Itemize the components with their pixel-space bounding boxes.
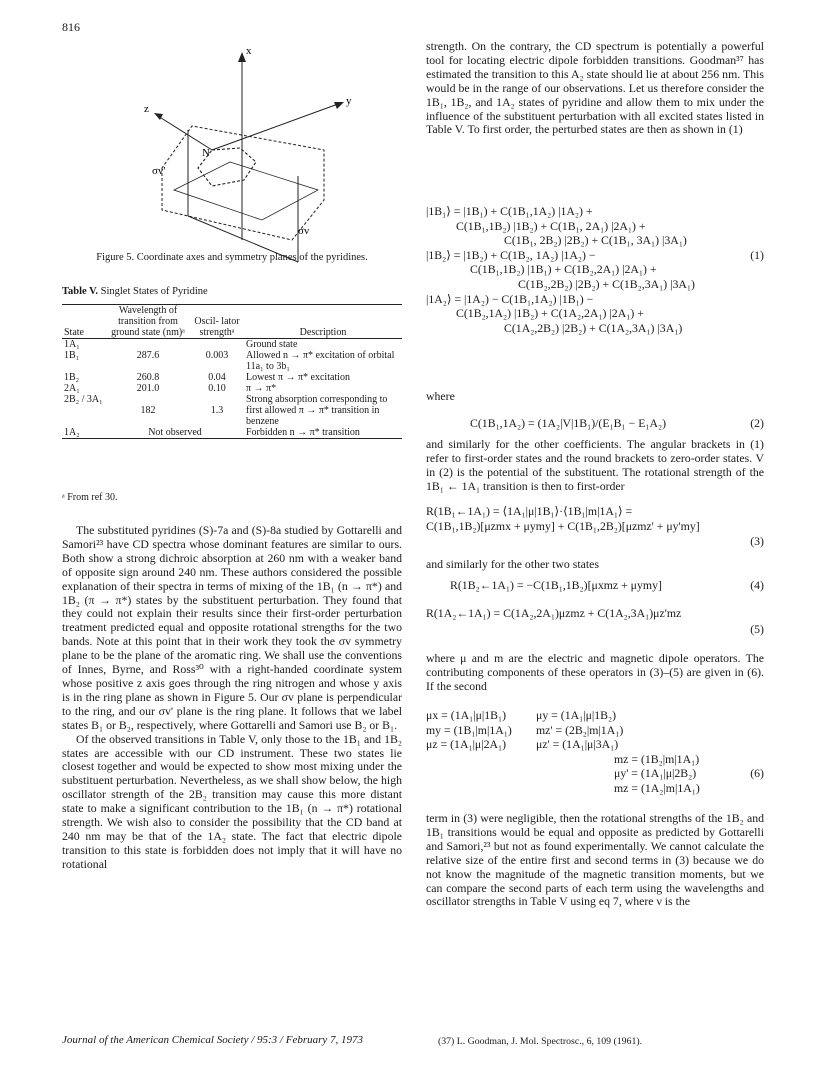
- ring-plane: [174, 162, 318, 220]
- reference-37: (37) L. Goodman, J. Mol. Spectrosc., 6, 109 (1961).: [438, 1036, 643, 1047]
- equation-3: [426, 504, 764, 548]
- table-row: [62, 350, 402, 372]
- eq-line: [426, 723, 764, 738]
- table-row: [62, 394, 402, 427]
- equation-1: [426, 204, 764, 335]
- eq-line: |1B₁⟩ = |1B₁) + C(1B₁,1A₂) |1A₂) +: [426, 204, 593, 218]
- cell-description: π → π*: [246, 383, 277, 394]
- eq-term: μz = (1A₁|μ|2A₁): [426, 737, 507, 752]
- equation-2: [426, 416, 764, 431]
- table-title: [62, 286, 208, 297]
- header-oscillator: Oscil- lator strengthᵃ: [194, 316, 240, 338]
- eq-term: my = (1B₁|m|1A₁): [426, 722, 512, 737]
- eq-line: |1A₂⟩ = |1A₂) − C(1B₁,1A₂) |1B₁) −: [426, 291, 594, 306]
- table-row: [62, 383, 402, 394]
- figure-5-diagram: [62, 40, 402, 280]
- cell-oscillator: 0.04: [208, 372, 226, 383]
- equation-number: (4): [750, 578, 764, 592]
- equation-number: (5): [750, 622, 764, 636]
- z-axis-line: [158, 116, 212, 150]
- eq-line: R(1A₂←1A₁) = C(1A₂,2A₁)μzmz + C(1A₂,3A₁)μz'mz: [426, 606, 682, 620]
- header-state: State: [64, 327, 84, 338]
- header-wavelength: Wavelength of transition from ground state (nm)ᵃ: [111, 305, 185, 338]
- table-header-row: [62, 305, 402, 339]
- cell-wavelength: 287.6: [136, 350, 160, 361]
- paragraph-negligible: [426, 812, 764, 909]
- z-axis-label: z: [144, 103, 149, 115]
- paragraph: term in (3) were negligible, then the rotational strengths of the 1B₂ and 1B₁ transitions would be equal and opposite as predicted by Gottarelli and Samori,²³ but not as found experimentally. We cannot calculate the relative size of the entire first and second terms in (3) because we do not know the magnitude of the magnetic transition moments, but we can compare the second parts of each term using the wavelengths and oscillator strengths in Table V using eq 7, where ν is the: [426, 811, 764, 909]
- cell-state: 2A₁: [64, 383, 80, 394]
- table-footnote: ᵃ From ref 30.: [62, 492, 118, 503]
- eq-line: C(1B₁,1B₂) |1B₂) + C(1B₁, 2A₁) |2A₁) +: [456, 218, 646, 233]
- header-description: Description: [299, 327, 347, 338]
- where-label: where: [426, 389, 455, 403]
- table-row: [62, 427, 402, 439]
- cell-oscillator: 1.3: [210, 405, 224, 416]
- equation-number: (3): [750, 534, 764, 548]
- paragraph-coefficients: [426, 438, 764, 494]
- cell-state: 1A₂: [64, 427, 80, 438]
- sigma-v-label: σv: [298, 225, 310, 237]
- eq-term: mz' = (2B₂|m|1A₁): [536, 722, 624, 737]
- left-body-text: [62, 524, 402, 872]
- cell-wavelength: 201.0: [136, 383, 160, 394]
- paragraph-similarly: and similarly for the other two states: [426, 557, 599, 571]
- table-row: [62, 339, 402, 351]
- cell-description: Allowed n → π* excitation of orbital 11a₁ to 3b₁: [246, 350, 395, 372]
- equation-4: [426, 578, 764, 593]
- eq-line: C(1B₂,2B₂) |2B₂) + C(1B₂,3A₁) |3A₁): [518, 276, 695, 291]
- sigma-v-plane: [162, 126, 324, 240]
- eq-line: [426, 708, 764, 723]
- journal-footer: Journal of the American Chemical Society / 95:3 / February 7, 1973: [62, 1034, 364, 1046]
- eq-line: C(1B₁,1B₂) |1B₁) + C(1B₂,2A₁) |2A₁) +: [470, 262, 657, 277]
- eq-line: C(1B₂,1A₂) |1B₂) + C(1A₂,2A₁) |2A₁) +: [456, 306, 644, 321]
- equation-5: [426, 606, 764, 636]
- eq-line: [426, 737, 764, 752]
- paragraph: where μ and m are the electric and magnetic dipole operators. The contributing components of these operators in (3)–(5) are given in (6). If the second: [426, 651, 764, 693]
- cell-wavelength: 182: [140, 405, 156, 416]
- cell-oscillator: [190, 339, 244, 351]
- paragraph: The substituted pyridines (S)-7a and (S)-8a studied by Gottarelli and Samori²³ have CD spectra whose dominant features are similar to ours. Both show a strong dichroic absorption at 260 nm with a weaker band of opposite sign around 240 nm. These authors considered the possible explanation of their spectra in terms of mixing of the 1B₁ (n → π*) and 1B₂ (π → π*) states by the substituent perturbation. They found that they could not explain their results since their first-order perturbation treatment predicted equal and opposite rotational strengths for the two bands. Note at this point that in their work they took the σv symmetry plane to be the plane of the aromatic ring. We shall use the conventions of Innes, Byrne, and Ross³⁰ with a right-handed coordinate system whose positive z axis goes through the ring nitrogen and whose y axis is in the ring plane as shown in Figure 5. Our σv plane is perpendicular to the ring, and our σv' plane is the ring plane. It follows that we label states B₁ or B₂, respectively, where Gottarelli and Samori use B₂ or B₁.: [62, 523, 402, 732]
- cell-wavelength: Not observed: [148, 427, 202, 438]
- eq-line: μy' = (1A₁|μ|2B₂): [614, 766, 697, 781]
- cell-wavelength: 260.8: [136, 372, 160, 383]
- equation-6: [426, 708, 764, 796]
- nitrogen-label: N: [202, 147, 210, 159]
- y-axis-arrow: [334, 102, 344, 109]
- sigma-v-prime-label: σv': [152, 165, 166, 177]
- paragraph: strength. On the contrary, the CD spectrum is potentially a powerful tool for locating electric dipole forbidden transitions. Goodman³⁷ has estimated the transition to this A₂ state should lie at about 256 nm. This would be in the range of our observations. Let us therefore consider the 1B₁, 1B₂, and 1A₂ states of pyridine and allow them to mix under the influence of the substituent perturbation with all excited states listed in Table V. To first order, the perturbed states are then as shown in (1): [426, 39, 764, 137]
- x-axis-label: x: [246, 45, 252, 57]
- cell-oscillator: 0.10: [208, 383, 226, 394]
- table-row: [62, 372, 402, 383]
- cell-state: 2B₂ / 3A₁: [64, 394, 103, 405]
- eq-term: μy = (1A₁|μ|1B₂): [536, 708, 617, 722]
- paragraph: and similarly for the other coefficients. The angular brackets in (1) refer to first-order states and the round brackets to zero-order states. V in (2) is the potential of the substituent. The rotational strength of the 1B₁ ← 1A₁ transition is then to first-order: [426, 437, 764, 493]
- cell-state: 1B₂: [64, 372, 80, 383]
- states-table: [62, 304, 402, 439]
- eq-term: μz' = (1A₁|μ|3A₁): [536, 737, 619, 752]
- cell-description: Strong absorption corresponding to first allowed π → π* transition in benzene: [246, 394, 388, 427]
- paragraph-operators: [426, 652, 764, 694]
- cell-state: 1B₁: [64, 350, 80, 361]
- page-number: 816: [62, 20, 80, 34]
- cell-oscillator: 0.003: [205, 350, 229, 361]
- right-intro-text: [426, 40, 764, 137]
- equation-number: (2): [750, 416, 764, 430]
- cell-wavelength: [106, 339, 190, 351]
- eq-line: C(1B₁,1A₂) = (1A₂|V|1B₁)/(E₁B₁ − E₁A₂): [470, 416, 667, 430]
- z-axis-arrow: [154, 113, 163, 120]
- cell-description: Ground state: [246, 339, 298, 350]
- equation-number: (1): [750, 248, 764, 262]
- cell-state: 1A₁: [64, 339, 80, 350]
- eq-line: C(1B₁,1B₂)[μzmx + μymy] + C(1B₁,2B₂)[μzmz' + μy'my]: [426, 518, 700, 533]
- y-axis-line: [212, 104, 338, 150]
- eq-term: μx = (1A₁|μ|1B₁): [426, 708, 507, 722]
- figure-caption: Figure 5. Coordinate axes and symmetry planes of the pyridines.: [96, 252, 368, 263]
- eq-line: |1B₂⟩ = |1B₂) + C(1B₂, 1A₂) |1A₂) −: [426, 247, 596, 262]
- table-caption: Singlet States of Pyridine: [100, 286, 208, 297]
- equation-number: (6): [750, 766, 764, 780]
- eq-line: R(1B₂←1A₁) = −C(1B₁,1B₂)[μxmz + μymy]: [450, 578, 662, 592]
- eq-line: R(1B₁←1A₁) = ⟨1A₁|μ|1B₁⟩·⟨1B₁|m|1A₁⟩ =: [426, 504, 633, 518]
- cell-description: Lowest π → π* excitation: [246, 372, 350, 383]
- eq-line: C(1B₁, 2B₂) |2B₂) + C(1B₁, 3A₁) |3A₁): [504, 233, 687, 248]
- eq-line: mz = (1A₂|m|1A₁): [614, 780, 700, 795]
- cell-description: Forbidden n → π* transition: [246, 427, 360, 438]
- eq-line: C(1A₂,2B₂) |2B₂) + C(1A₂,3A₁) |3A₁): [504, 320, 683, 335]
- x-axis-arrow: [238, 52, 246, 62]
- table-number: Table V.: [62, 286, 98, 297]
- table-v: [62, 304, 402, 439]
- y-axis-label: y: [346, 95, 352, 107]
- eq-line: mz = (1B₂|m|1A₁): [614, 751, 700, 766]
- paragraph: Of the observed transitions in Table V, only those to the 1B₁ and 1B₂ states are accessible with our CD instrument. These two states lie closest together and would be expected to show most mixing under the substituent perturbation. Nevertheless, as we shall show below, the high oscillator strength of the 2B₂ transition may cause this more distant state to make a significant contribution to the 1B₁ (n → π*) rotational strength. We wish also to consider the possibility that the CD band at 240 nm may be that of the 1A₂ state. The fact that electric dipole transition to this state is forbidden does not imply that it will have no rotational: [62, 731, 402, 871]
